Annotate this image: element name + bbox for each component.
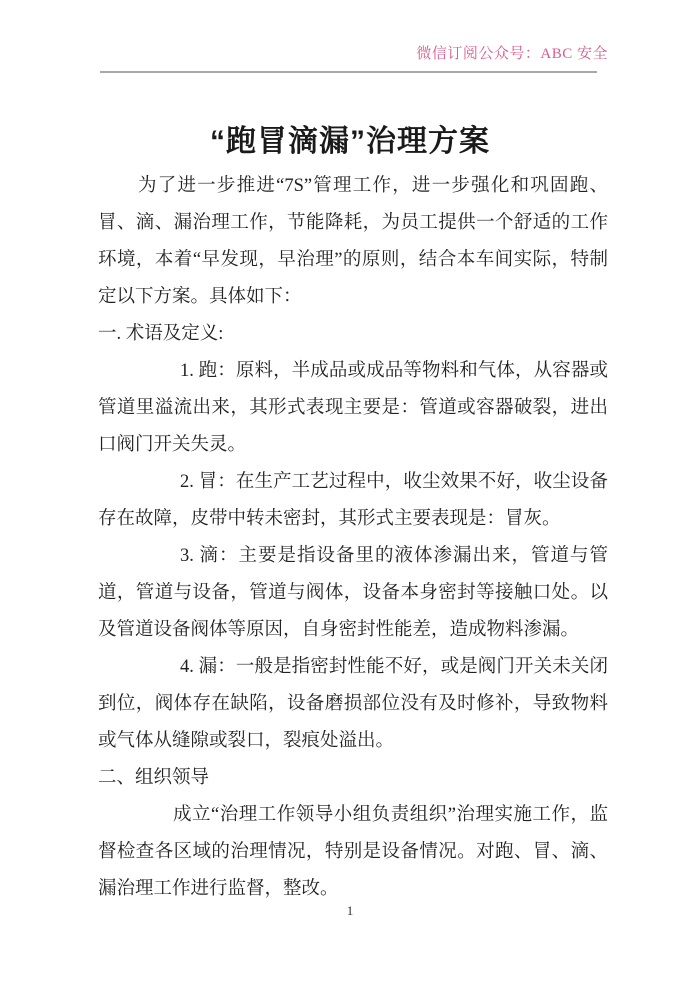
term-item-di: 3. 滴：主要是指设备里的液体渗漏出来，管道与管道，管道与设备，管道与阀体，设备本身密封等接触口处。以及管道设备阀体等原因，自身密封性能差，造成物料渗漏。 [98,546,608,640]
term-item-pao: 1. 跑：原料，半成品或成品等物料和气体，从容器或管道里溢流出来，其形式表现主要是：管道或容器破裂，进出口阀门开关失灵。 [98,361,608,455]
section-heading-organization: 二、组织领导 [98,768,210,788]
page-number: 1 [346,903,354,918]
document-title: “跑冒滴漏”治理方案 [210,125,490,159]
term-item-lou: 4. 漏：一般是指密封性能不好，或是阀门开关未关闭到位，阀体存在缺陷，设备磨损部位没有及时修补，导致物料或气体从缝隙或裂口，裂痕处溢出。 [98,657,608,751]
paragraph-intro: 为了进一步推进“7S”管理工作，进一步强化和巩固跑、冒、滴、漏治理工作，节能降耗，为员工提供一个舒适的工作环境，本着“早发现，早治理”的原则，结合本车间实际，特制定以下方案。具体如下： [98,176,608,307]
paragraph-organization: 成立“治理工作领导小组负责组织”治理实施工作，监督检查各区域的治理情况，特别是设备情况。对跑、冒、滴、漏治理工作进行监督，整改。 [98,805,608,899]
header-divider [100,71,597,73]
term-item-mao: 2. 冒：在生产工艺过程中，收尘效果不好，收尘设备存在故障，皮带中转未密封，其形式主要表现是：冒灰。 [98,472,608,529]
document-body [98,168,608,908]
header-wechat-account: 微信订阅公众号：ABC 安全 [416,46,608,62]
section-heading-terms: 一. 术语及定义: [98,324,224,344]
